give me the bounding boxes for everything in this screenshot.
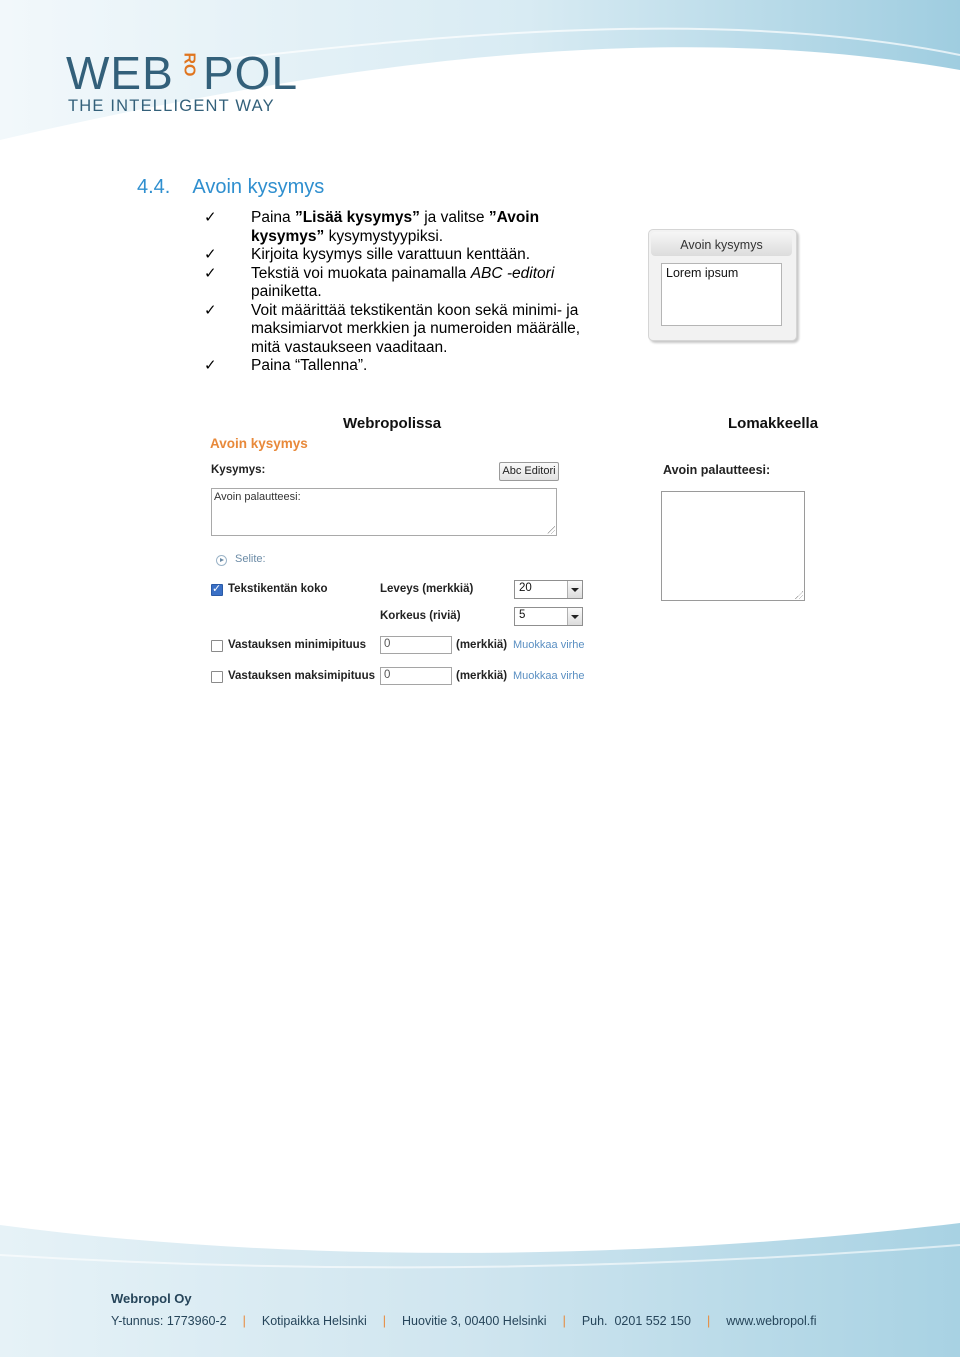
section-heading [137, 176, 324, 199]
form-answer-textarea[interactable] [661, 491, 805, 601]
footer-domicile: Kotipaikka Helsinki [261, 1314, 367, 1328]
column-label-webropolissa: Webropolissa [343, 415, 442, 432]
field-size-checkbox[interactable] [211, 584, 223, 596]
preview-textbox [661, 263, 782, 326]
min-length-checkbox[interactable] [211, 640, 223, 652]
width-select[interactable]: 20 [514, 580, 583, 599]
preview-title: Avoin kysymys [651, 232, 792, 256]
footer-wave [0, 1215, 960, 1357]
chevron-down-icon[interactable] [567, 608, 582, 625]
footer-separator: | [382, 1314, 387, 1328]
resize-handle-icon[interactable] [547, 526, 555, 534]
check-icon: ✓ [204, 209, 217, 226]
check-icon: ✓ [204, 246, 217, 263]
list-item: ✓ Paina “Tallenna”. [204, 357, 368, 374]
form-question-label: Avoin palautteesi: [663, 463, 771, 477]
question-textarea[interactable] [211, 488, 557, 536]
footer-phone: Puh. 0201 552 150 [581, 1314, 691, 1328]
selite-link[interactable]: Selite: [235, 553, 266, 565]
max-length-input[interactable]: 0 [380, 667, 452, 685]
list-item: ✓ Paina ”Lisää kysymys” ja valitse ”Avoin kysymys” kysymystyypiksi. [204, 209, 540, 245]
list-item: ✓ Tekstiä voi muokata painamalla ABC -editori painiketta. [204, 264, 555, 300]
list-item: ✓ Kirjoita kysymys sille varattuun kenttään. [204, 246, 531, 263]
height-label: Korkeus (riviä) [380, 610, 461, 622]
footer-separator: | [706, 1314, 711, 1328]
check-icon: ✓ [204, 301, 217, 319]
list-item: ✓ Voit määrittää tekstikentän koon sekä minimi- ja maksimiarvot merkkien ja numeroiden määrälle, mitä vastaukseen vaaditaan. [204, 301, 581, 356]
preview-text: Lorem ipsum [666, 266, 739, 280]
footer-address: Huovitie 3, 00400 Helsinki [402, 1314, 547, 1328]
column-label-lomakkeella: Lomakkeella [728, 415, 819, 432]
question-text: Avoin palautteesi: [214, 491, 301, 503]
question-label: Kysymys: [211, 464, 266, 476]
logo-web: WEB [66, 47, 174, 99]
width-label: Leveys (merkkiä) [380, 583, 474, 595]
min-length-input[interactable]: 0 [380, 636, 452, 654]
abc-editor-button[interactable]: Abc Editori [499, 462, 559, 481]
resize-handle-icon[interactable] [795, 591, 803, 599]
logo-pol: POL [203, 47, 299, 99]
logo-ro: RO [180, 52, 198, 77]
check-icon: ✓ [204, 357, 217, 374]
max-length-unit: (merkkiä) [456, 670, 508, 682]
footer-business-id: Y-tunnus: 1773960-2 [111, 1314, 227, 1328]
question-preview-card [648, 229, 797, 341]
footer-separator: | [242, 1314, 246, 1328]
logo-tagline: THE INTELLIGENT WAY [68, 97, 275, 115]
footer-website-link[interactable]: www.webropol.fi [726, 1314, 817, 1328]
max-edit-error-link[interactable]: Muokkaa virhe [513, 670, 585, 682]
section-title: Avoin kysymys [192, 176, 325, 198]
section-number: 4.4. [137, 176, 171, 198]
height-select[interactable]: 5 [514, 607, 583, 626]
min-edit-error-link[interactable]: Muokkaa virhe [513, 639, 585, 651]
field-size-label: Tekstikentän koko [228, 583, 328, 595]
editor-title: Avoin kysymys [210, 436, 308, 451]
check-icon: ✓ [204, 264, 217, 282]
instruction-list [204, 209, 604, 376]
footer-info [111, 1314, 817, 1328]
max-length-label: Vastauksen maksimipituus [228, 670, 376, 682]
min-length-label: Vastauksen minimipituus [228, 639, 367, 651]
expand-arrow-icon[interactable] [216, 555, 227, 566]
min-length-unit: (merkkiä) [456, 639, 508, 651]
footer-separator: | [562, 1314, 566, 1328]
chevron-down-icon[interactable] [567, 581, 582, 598]
footer-company: Webropol Oy [111, 1291, 192, 1306]
max-length-checkbox[interactable] [211, 671, 223, 683]
